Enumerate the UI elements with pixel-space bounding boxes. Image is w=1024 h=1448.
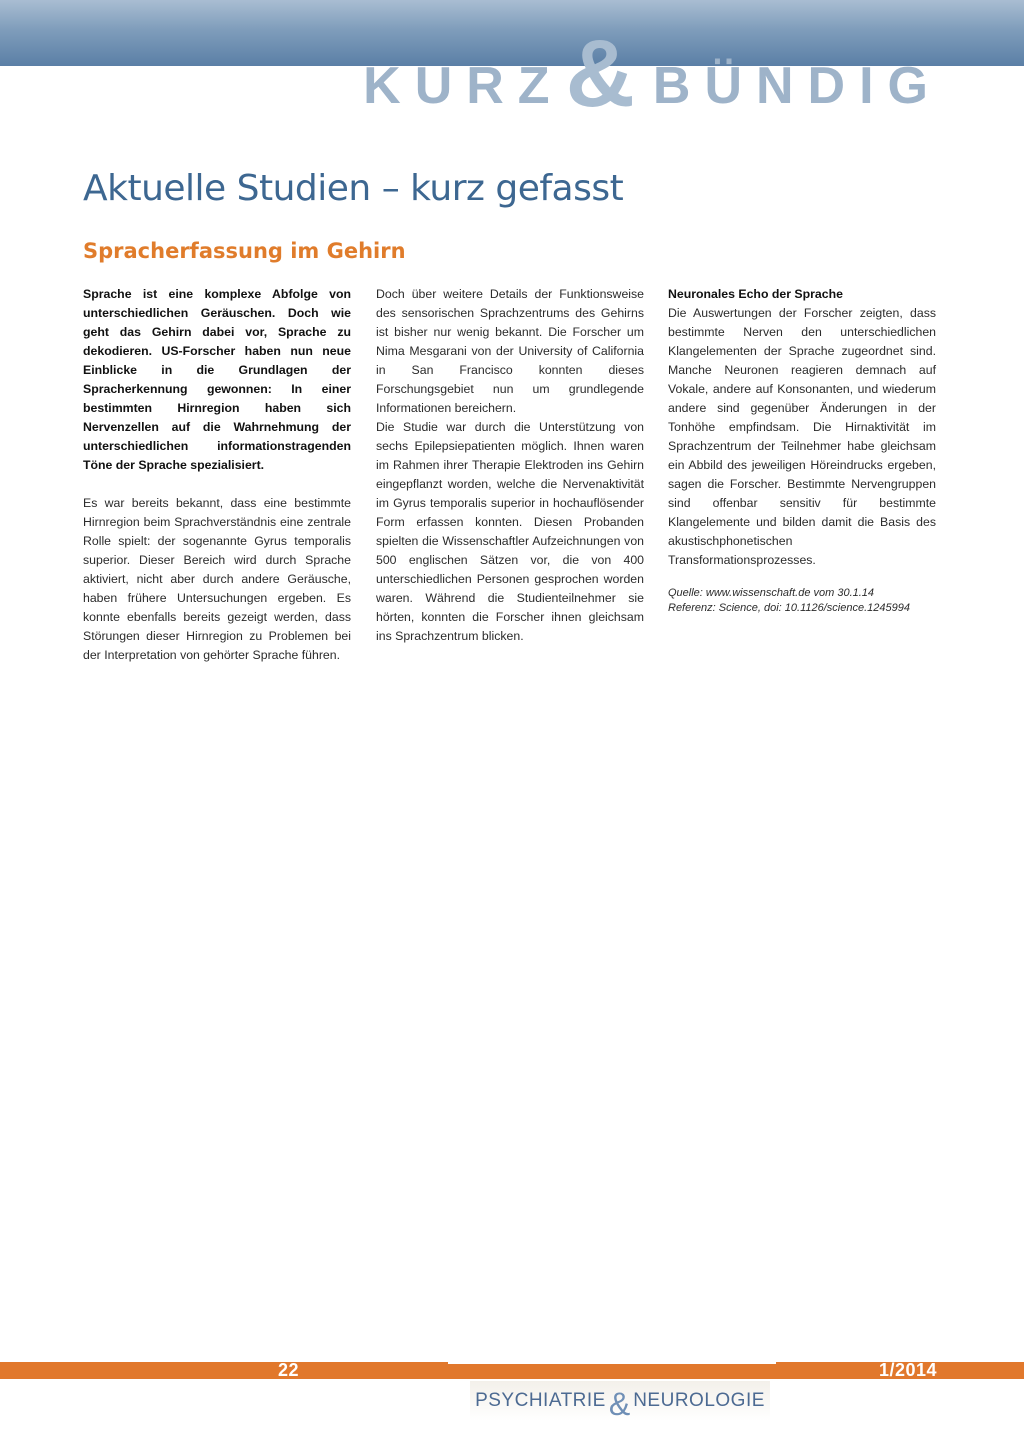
source-line: Quelle: www.wissenschaft.de vom 30.1.14 [668,587,875,599]
article-lead: Sprache ist eine komplexe Abfolge von unterschiedlichen Geräuschen. Doch wie geht das Gehirn dabei vor, Sprache zu dekodieren. US-Forscher haben nun neue Einblicke in die Grundlagen der Spracherkennung gewonnen: In einer bestimmten Hirnregion haben sich Nervenzellen auf die Wahrnehmung der unterschiedlichen informationstragenden Töne der Sprache spezialisiert. [83,287,351,472]
article-source [668,586,936,616]
article-paragraph: Die Auswertungen der Forscher zeigten, dass bestimmte Nerven den unterschiedlichen Klangelementen der Sprache zugeordnet sind. Manche Neuronen reagieren demnach auf Vokale, andere auf Konsonanten, und wiederum andere sind gegenüber Änderungen in der Tonhöhe empfindsam. Die Hirnaktivität im Sprachzentrum der Teilnehmer habe gleichsam ein Abbild des jeweiligen Höreindrucks ergeben, sagen die Forscher. Bestimmte Nervengruppen sind offenbar sensitiv für bestimmte Klangelemente und bilden damit die Basis des akustischphonetischen Transformationsprozesses. [668,306,936,567]
reference-line: Referenz: Science, doi: 10.1126/science.1245994 [668,602,910,614]
article-column-1 [83,285,351,665]
article-paragraph: Die Studie war durch die Unterstützung von sechs Epilepsiepatienten möglich. Ihnen waren im Rahmen ihrer Therapie Elektroden ins Gehirn eingepflanzt worden, welche die Nervenaktivität im Gyrus temporalis superior in hochauflösender Form erfassen konnten. Diesen Probanden spielten die Wissenschaftler Aufzeichnungen von 500 englischen Sätzen vor, die von 400 unterschiedlichen Personen gesprochen worden waren. Während die Studienteilnehmer sie hörten, konnten die Forscher ihnen gleichsam ins Sprachzentrum blicken. [376,420,644,643]
page-title: Aktuelle Studien – kurz gefasst [83,168,624,209]
article-subheading: Neuronales Echo der Sprache [668,287,843,301]
issue-number: 1/2014 [879,1360,938,1380]
section-header-ampersand: & [565,20,635,127]
section-header-word-2: BÜNDIG [652,57,942,115]
article-column-2 [376,285,644,646]
journal-logo-word-2: NEUROLOGIE [633,1390,765,1411]
article-column-3 [668,285,936,616]
article-title: Spracherfassung im Gehirn [83,239,406,263]
journal-logo [470,1381,770,1421]
article-paragraph: Doch über weitere Details der Funktionsweise des sensorischen Sprachzentrums des Gehirns ist bisher nur wenig bekannt. Die Forscher um Nima Mesgarani von der University of California in San Francisco konnten dieses Forschungsgebiet nun um grundlegende Informationen bereichern. [376,287,644,415]
page-number: 22 [278,1360,300,1380]
journal-logo-ampersand: & [608,1386,631,1422]
journal-logo-word-1: PSYCHIATRIE [475,1390,606,1411]
footer-divider [448,1362,776,1364]
article-paragraph: Es war bereits bekannt, dass eine bestimmte Hirnregion beim Sprachverständnis eine zentrale Rolle spielt: der sogenannte Gyrus temporalis superior. Dieser Bereich wird durch Sprache aktiviert, nicht aber durch andere Geräusche, haben frühere Untersuchungen ergeben. Es konnte ebenfalls bereits gezeigt werden, dass Störungen dieser Hirnregion zu Problemen bei der Interpretation von gehörter Sprache führen. [83,496,351,662]
footer-band [0,1362,1024,1379]
section-header-word-1: KURZ [363,57,564,115]
section-header [363,20,942,127]
